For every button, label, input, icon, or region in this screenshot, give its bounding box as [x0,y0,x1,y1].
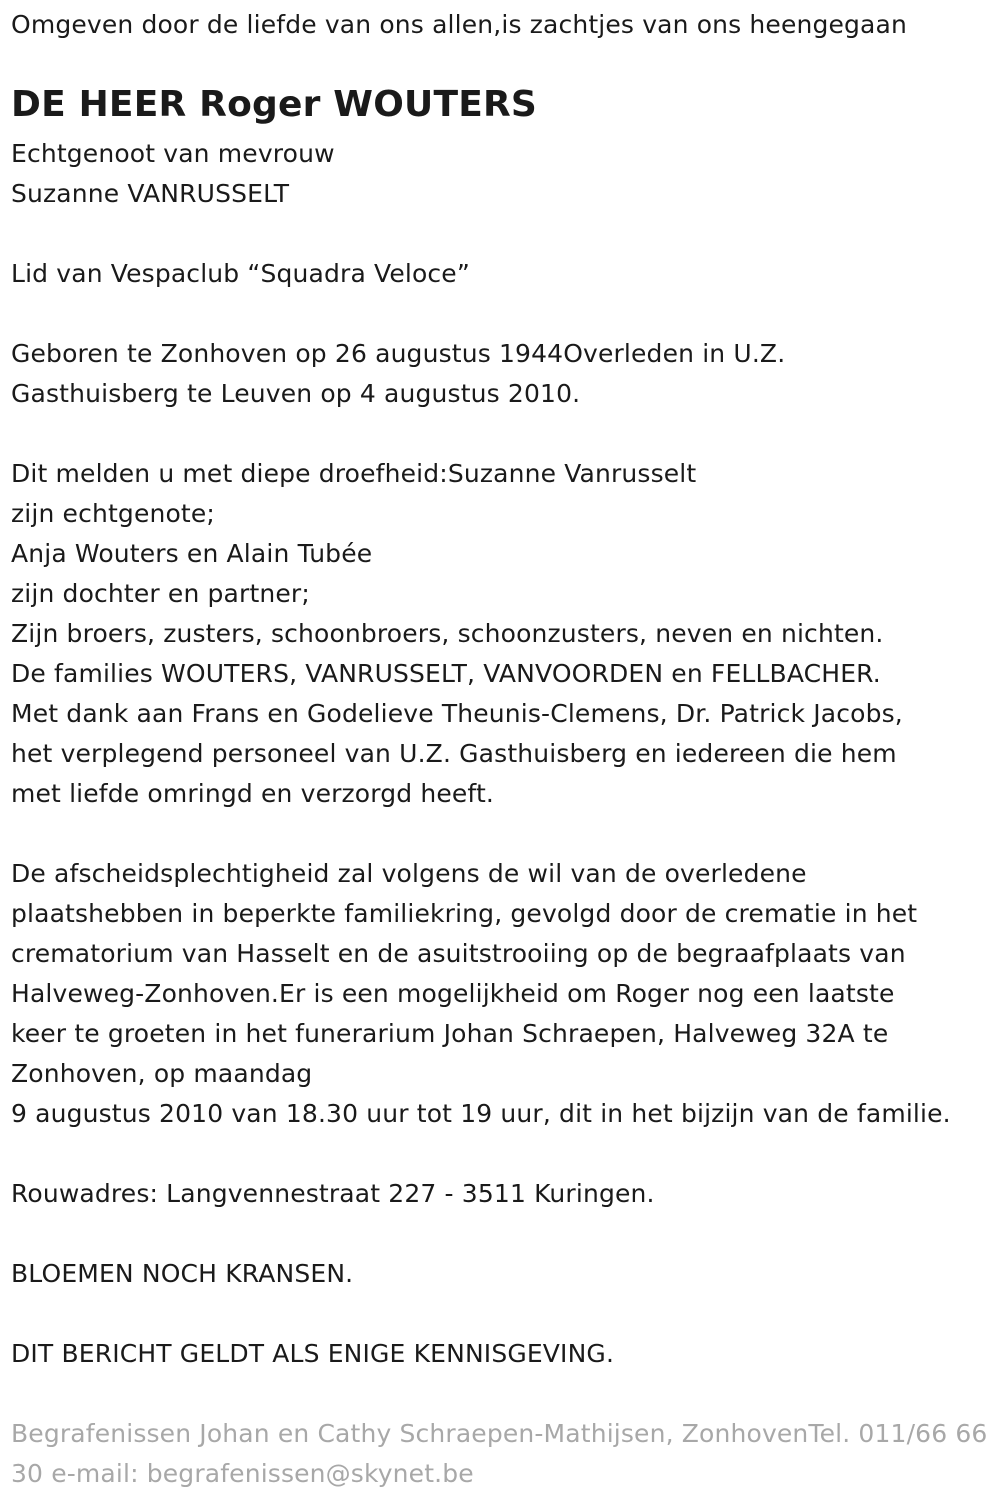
ceremony-line: De afscheidsplechtigheid zal volgens de wil van de overledene [11,859,807,888]
flowers-notice: BLOEMEN NOCH KRANSEN. [11,1259,354,1288]
ceremony-line: keer te groeten in het funerarium Johan Schraepen, Halveweg 32A te [11,1019,889,1048]
ceremony-line: Halveweg-Zonhoven.Er is een mogelijkheid om Roger nog een laatste [11,979,895,1008]
flowers-block [11,1254,353,1294]
announcement-line: Zijn broers, zusters, schoonbroers, schoonzusters, neven en nichten. [11,619,884,648]
funeral-home-footer: Begrafenissen Johan en Cathy Schraepen-Mathijsen, ZonhovenTel. 011/66 66 30 e-mail: begrafenissen@skynet.be [11,1419,988,1488]
membership-block [11,254,470,294]
mourning-address: Rouwadres: Langvennestraat 227 - 3511 Kuringen. [11,1179,655,1208]
ceremony-line: plaatshebben in beperkte familiekring, gevolgd door de crematie in het [11,899,918,928]
birth-death-block [11,334,785,414]
sole-notice: DIT BERICHT GELDT ALS ENIGE KENNISGEVING. [11,1339,615,1368]
deceased-name-heading: DE HEER Roger WOUTERS [11,84,538,125]
announcement-line: Anja Wouters en Alain Tubée [11,539,373,568]
spouse-line: Suzanne VANRUSSELT [11,179,290,208]
announcement-block [11,454,903,814]
membership-line: Lid van Vespaclub “Squadra Veloce” [11,259,470,288]
ceremony-line: 9 augustus 2010 van 18.30 uur tot 19 uur, dit in het bijzijn van de familie. [11,1099,951,1128]
spouse-line: Echtgenoot van mevrouw [11,139,335,168]
spouse-block [11,134,335,214]
announcement-line: zijn dochter en partner; [11,579,310,608]
birth-death-line: Geboren te Zonhoven op 26 augustus 1944Overleden in U.Z. [11,339,786,368]
announcement-line: met liefde omringd en verzorgd heeft. [11,779,494,808]
announcement-line: het verplegend personeel van U.Z. Gasthuisberg en iedereen die hem [11,739,897,768]
birth-death-line: Gasthuisberg te Leuven op 4 augustus 2010. [11,379,581,408]
announcement-line: De families WOUTERS, VANRUSSELT, VANVOORDEN en FELLBACHER. [11,659,881,688]
notice-block [11,1334,614,1374]
address-block [11,1174,655,1214]
announcement-line: Dit melden u met diepe droefheid:Suzanne Vanrusselt [11,459,697,488]
announcement-line: zijn echtgenote; [11,499,215,528]
announcement-line: Met dank aan Frans en Godelieve Theunis-Clemens, Dr. Patrick Jacobs, [11,699,903,728]
ceremony-line: Zonhoven, op maandag [11,1059,313,1088]
ceremony-line: crematorium van Hasselt en de asuitstrooiing op de begraafplaats van [11,939,906,968]
ceremony-block [11,854,951,1134]
intro-text: Omgeven door de liefde van ons allen,is zachtjes van ons heengegaan [11,10,907,39]
